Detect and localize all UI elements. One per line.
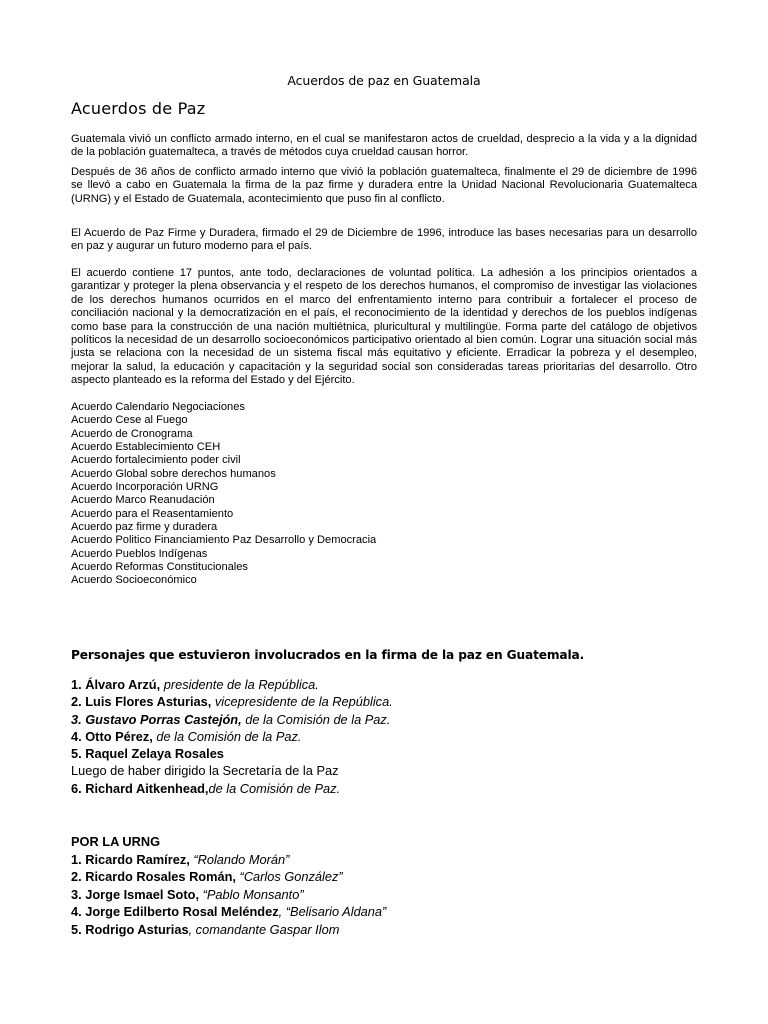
person-item <box>71 728 393 745</box>
person-item <box>71 693 393 710</box>
urng-name: 3. Jorge Ismael Soto, <box>71 886 200 902</box>
person-item <box>71 711 393 728</box>
person-role: Luego de haber dirigido la Secretaría de la Paz <box>71 763 339 779</box>
person-role: de la Comisión de Paz. <box>208 780 341 796</box>
agreement-item: Acuerdo Establecimiento CEH <box>71 441 221 454</box>
person-role: de la Comisión de la Paz. <box>241 711 391 727</box>
agreement-item: Acuerdo Global sobre derechos humanos <box>71 467 276 480</box>
urng-item <box>71 921 386 939</box>
agreement-item: Acuerdo fortalecimiento poder civil <box>71 454 241 467</box>
urng-alias: , “Belisario Aldana” <box>278 904 387 920</box>
paragraph-firm-peace: El Acuerdo de Paz Firme y Duradera, firmado el 29 de Diciembre de 1996, introduce las bases necesarias para un desarrollo en paz y augurar un futuro moderno para el país. <box>71 227 697 253</box>
paragraph-signing: Después de 36 años de conflicto armado interno que vivió la población guatemalteca, finalmente el 29 de diciembre de 1996 se llevó a cabo en Guatemala la firma de la paz firme y duradera entre la Unidad Nacional Revolucionaria Guatemalteca (URNG) y el Estado de Guatemala, acontecimiento que puso fin al conflicto. <box>71 166 697 205</box>
document-title: Acuerdos de paz en Guatemala <box>287 73 481 88</box>
agreement-item: Acuerdo Cese al Fuego <box>71 414 188 427</box>
person-name: 1. Álvaro Arzú, <box>71 677 161 692</box>
agreements-list <box>71 401 376 588</box>
people-heading: Personajes que estuvieron involucrados en la firma de la paz en Guatemala. <box>71 648 585 662</box>
urng-name: 1. Ricardo Ramírez, <box>71 851 190 867</box>
person-name: 6. Richard Aitkenhead, <box>71 780 209 796</box>
people-list <box>71 676 393 797</box>
agreement-item: Acuerdo Socioeconómico <box>71 574 197 587</box>
person-item <box>71 780 393 797</box>
person-name: 2. Luis Flores Asturias, <box>71 694 212 710</box>
agreement-item: Acuerdo Calendario Negociaciones <box>71 401 245 413</box>
agreement-item: Acuerdo paz firme y duradera <box>71 521 218 534</box>
person-item <box>71 745 393 762</box>
agreement-item: Acuerdo de Cronograma <box>71 427 193 440</box>
person-item <box>71 676 393 693</box>
paragraph-intro: Guatemala vivió un conflicto armado interno, en el cual se manifestaron actos de crueldad, desprecio a la vida y a la dignidad de la población guatemalteca, a través de métodos cuya crueldad causan horror. <box>71 133 697 159</box>
agreement-item: Acuerdo Pueblos Indígenas <box>71 547 208 560</box>
agreement-item: Acuerdo para el Reasentamiento <box>71 507 234 520</box>
urng-alias: “Carlos González” <box>236 869 343 885</box>
person-name: 5. Raquel Zelaya Rosales <box>71 746 224 762</box>
person-role: vicepresidente de la República. <box>211 694 393 710</box>
agreement-item: Acuerdo Incorporación URNG <box>71 481 219 494</box>
urng-alias: “Pablo Monsanto” <box>199 886 304 902</box>
person-name: 3. Gustavo Porras Castejón, <box>71 711 242 727</box>
agreement-item: Acuerdo Reformas Constitucionales <box>71 561 248 574</box>
agreement-item: Acuerdo Marco Reanudación <box>71 494 215 507</box>
paragraph-contents: El acuerdo contiene 17 puntos, ante todo, declaraciones de voluntad política. La adhesión a los principios orientados a garantizar y proteger la plena observancia y el respeto de los derechos humanos, el compromiso de investigar las violaciones de los derechos humanos ocurridos en el marco del enfrentamiento interno para contribuir a fortalecer el proceso de conciliación nacional y la democratización en el país, el reconocimiento de la identidad y derechos de los pueblos indígenas como base para la construcción de una nación multiétnica, pluricultural y multilingüe. Forma parte del catálogo de objetivos políticos la necesidad de un desarrollo socioeconómicos participativo orientado al bien común. Lograr una situación social más justa se relaciona con la necesidad de un sistema fiscal más equitativo y eficiente. Erradicar la pobreza y el desempleo, mejorar la salud, la educación y capacitación y la seguridad social son consideradas tareas prioritarias del desarrollo. Otro aspecto planteado es la reforma del Estado y del Ejército. <box>71 267 697 387</box>
section-heading: Acuerdos de Paz <box>71 99 206 118</box>
urng-item <box>71 851 386 869</box>
urng-heading: POR LA URNG <box>71 834 161 849</box>
person-role: presidente de la República. <box>160 677 319 692</box>
urng-item <box>71 868 386 886</box>
urng-name: 4. Jorge Edilberto Rosal Meléndez <box>71 904 279 920</box>
urng-alias: “Rolando Morán” <box>189 851 290 867</box>
agreement-item: Acuerdo Politico Financiamiento Paz Desarrollo y Democracia <box>71 534 377 547</box>
person-name: 4. Otto Pérez, <box>71 728 153 744</box>
urng-item <box>71 903 386 921</box>
urng-alias: , comandante Gaspar Ilom <box>188 921 340 937</box>
urng-name: 5. Rodrigo Asturias <box>71 921 189 937</box>
urng-name: 2. Ricardo Rosales Román, <box>71 869 236 885</box>
person-role: de la Comisión de la Paz. <box>152 728 302 744</box>
urng-list <box>71 833 386 939</box>
person-note <box>71 762 393 779</box>
urng-item <box>71 886 386 904</box>
